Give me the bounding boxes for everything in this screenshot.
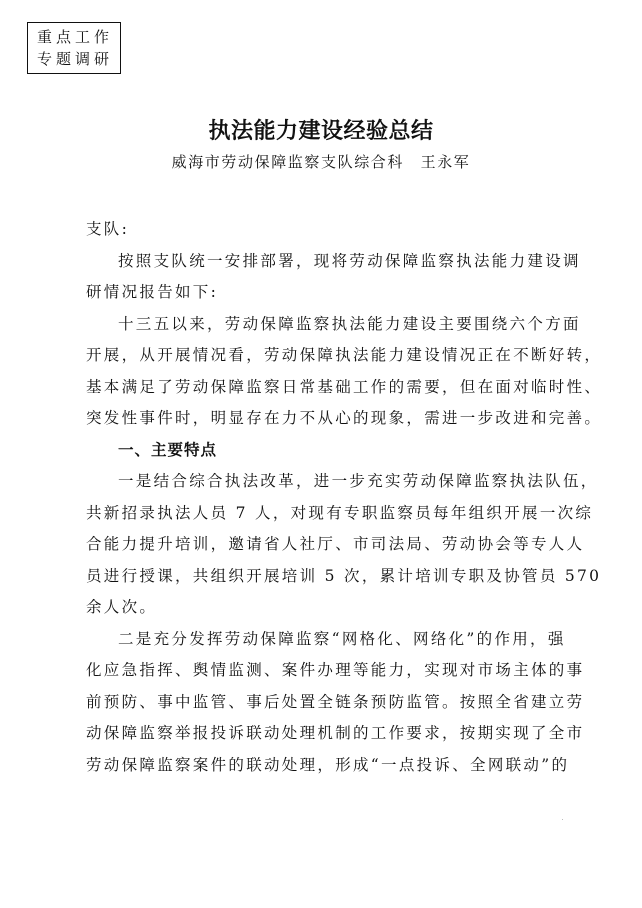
- document-title: 执法能力建设经验总结: [208, 119, 434, 144]
- point-two-paragraph: [86, 624, 585, 782]
- document-body: [86, 214, 603, 781]
- paragraph-line: 员进行授课，共组织开展培训 5 次，累计培训专职及协管员 570: [86, 566, 602, 585]
- column-tag-box: [27, 22, 121, 74]
- paragraph-line: 动保障监察举报投诉联动处理机制的工作要求，按期实现了全市: [86, 724, 585, 742]
- paragraph-line: 化应急指挥、舆情监测、案件办理等能力，实现对市场主体的事: [86, 661, 585, 679]
- scan-artifact-dot: [562, 819, 563, 820]
- paragraph-line: 突发性事件时，明显存在力不从心的现象，需进一步改进和完善。: [86, 409, 603, 427]
- paragraph-line: 研情况报告如下:: [86, 283, 219, 301]
- paragraph-line: 十三五以来，劳动保障监察执法能力建设主要围绕六个方面: [118, 314, 581, 333]
- overview-paragraph: [86, 309, 603, 435]
- column-tag-line-1: 重点工作: [37, 28, 114, 46]
- column-tag-line-2: 专题调研: [37, 50, 114, 68]
- salutation: 支队:: [86, 220, 130, 238]
- paragraph-line: 前预防、事中监管、事后处置全链条预防监管。按照全省建立劳: [86, 692, 585, 711]
- paragraph-line: 劳动保障监察案件的联动处理，形成“一点投诉、全网联动”的: [86, 755, 570, 774]
- paragraph-line: 二是充分发挥劳动保障监察“网格化、网络化”的作用，强: [118, 629, 566, 648]
- paragraph-line: 余人次。: [86, 598, 158, 616]
- section-heading: 一、主要特点: [118, 440, 218, 459]
- paragraph-line: 一是结合综合执法改革，进一步充实劳动保障监察执法队伍，: [118, 472, 599, 490]
- paragraph-line: 基本满足了劳动保障监察日常基础工作的需要，但在面对临时性、: [86, 377, 603, 396]
- paragraph-line: 合能力提升培训，邀请省人社厅、市司法局、劳动协会等专人人: [86, 535, 585, 553]
- paragraph-line: 按照支队统一安排部署，现将劳动保障监察执法能力建设调: [118, 251, 581, 270]
- paragraph-line: 开展，从开展情况看，劳动保障执法能力建设情况正在不断好转，: [86, 346, 603, 364]
- intro-paragraph: [86, 246, 581, 309]
- point-one-paragraph: [86, 466, 602, 624]
- paragraph-line: 共新招录执法人员 7 人，对现有专职监察员每年组织开展一次综: [86, 503, 594, 522]
- document-byline: 威海市劳动保障监察支队综合科 王永军: [171, 153, 471, 171]
